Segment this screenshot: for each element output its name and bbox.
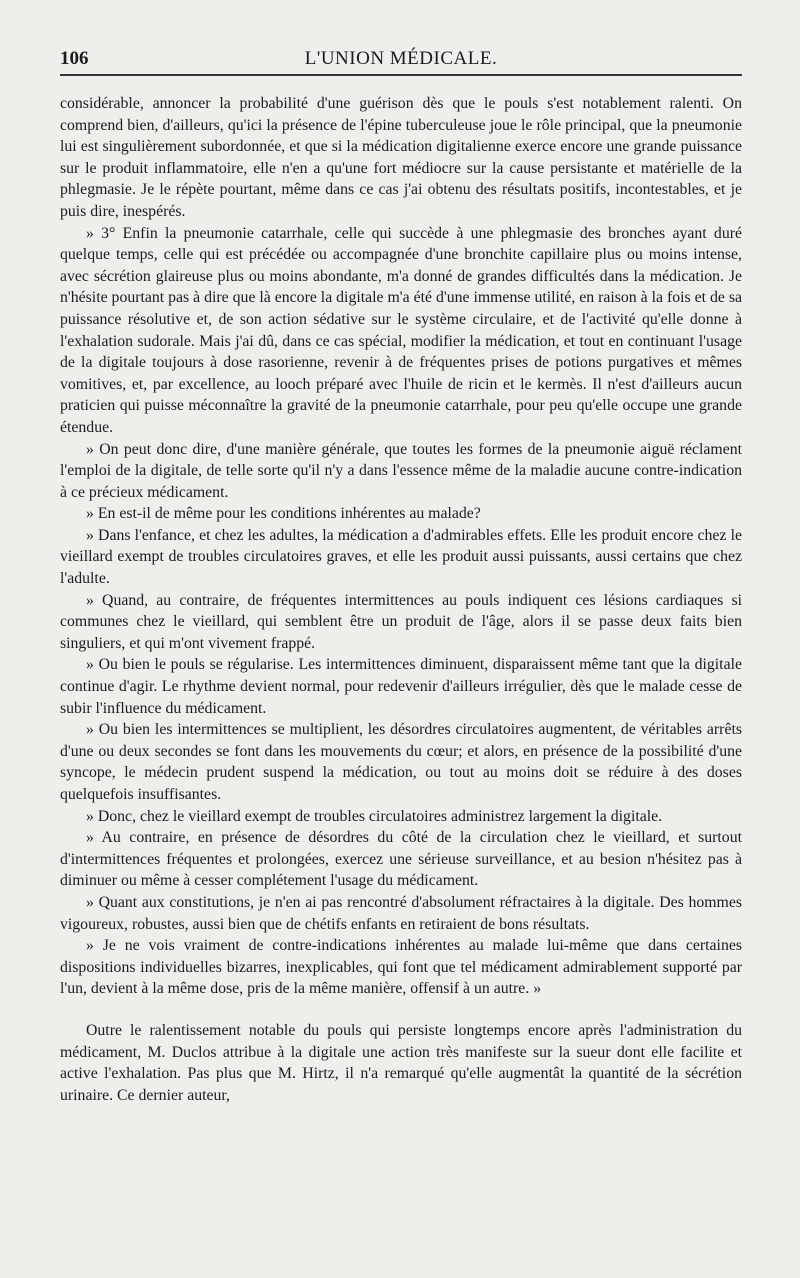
paragraph: » Quand, au contraire, de fréquentes intermittences au pouls indiquent ces lésions cardiaques si communes chez le vieillard, qui semblent être un produit de l'âge, alors il se passe deux faits bien singuliers, et qui m'ont vivement frappé. (60, 591, 742, 652)
page-number: 106 (60, 48, 89, 69)
page-header (60, 40, 742, 76)
paragraph: » Dans l'enfance, et chez les adultes, la médication a d'admirables effets. Elle les produit encore chez le vieillard exempt de troubles circulatoires graves, et elle les produit aussi puissants, aussi certains que chez l'adulte. (60, 526, 742, 588)
paragraph: Outre le ralentissement notable du pouls qui persiste longtemps encore après l'administration du médicament, M. Duclos attribue à la digitale une action très manifeste sur la sueur dont elle facilite et active l'exhalation. Pas plus que M. Hirtz, il n'a remarqué qu'elle augmentât la quantité de la sécrétion urinaire. Ce dernier auteur, (60, 1021, 742, 1104)
paragraph: » Ou bien les intermittences se multiplient, les désordres circulatoires augmentent, de véritables arrêts d'une ou deux secondes se font dans les mouvements du cœur; et alors, en présence de la possibilité d'une syncope, le médecin prudent suspend la médication, ou tout au moins doit se réduire à des doses quelquefois insuffisantes. (60, 721, 742, 803)
paragraph: » Je ne vois vraiment de contre-indications inhérentes au malade lui-même que dans certaines dispositions individuelles bizarres, inexplicables, qui font que tel médicament admirablement supporté par l'un, devient à la même dose, pris de la même manière, offensif à un autre. » (60, 937, 742, 998)
paragraph: » En est-il de même pour les conditions inhérentes au malade? (86, 505, 481, 523)
paragraph: » 3° Enfin la pneumonie catarrhale, celle qui succède à une phlegmasie des bronches ayant duré quelque temps, celle qui est précédée ou accompagnée d'une bronchite capillaire plus ou moins intense, avec sécrétion glaireuse plus ou moins abondante, m'a donné de grandes difficultés dans la médication. Je n'hésite pourtant pas à dire que là encore la digitale m'a été d'une immense utilité, en raison à la fois et de sa puissance résolutive et, de son action sédative sur le système circulaire, et de l'activité qu'elle donne à l'exhalation sudorale. Mais j'ai dû, dans ce cas spécial, modifier la médication, et tout en continuant l'usage de la digitale toujours à dose rasorienne, revenir à de fréquentes prises de potions purgatives et mêmes vomitives, et, par excellence, au looch préparé avec l'huile de ricin et le kermès. Il n'est d'ailleurs aucun praticien qui puisse méconnaître la gravité de la pneumonie catarrhale, pour peu qu'elle occupe une grande étendue. (60, 224, 742, 436)
body-text (60, 93, 742, 1106)
running-title: L'UNION MÉDICALE. (304, 48, 498, 69)
paragraph: » Quant aux constitutions, je n'en ai pas rencontré d'absolument réfractaires à la digitale. Des hommes vigoureux, robustes, aussi bien que de chétifs enfants en retiraient de bons résultats. (60, 893, 742, 933)
paragraph: » Donc, chez le vieillard exempt de troubles circulatoires administrez largement la digitale. (86, 807, 663, 825)
paragraph: » On peut donc dire, d'une manière générale, que toutes les formes de la pneumonie aiguë réclament l'emploi de la digitale, de telle sorte qu'il n'y a dans l'essence même de la maladie aucune contre-indication à ce précieux médicament. (60, 440, 742, 501)
paragraph: » Au contraire, en présence de désordres du côté de la circulation chez le vieillard, et surtout d'intermittences fréquentes et prolongées, exercez une sérieuse surveillance, et au besion n'hésitez pas à diminuer ou même à cesser complétement l'usage du médicament. (60, 829, 742, 890)
paragraph: considérable, annoncer la probabilité d'une guérison dès que le pouls s'est notablement ralenti. On comprend bien, d'ailleurs, qu'ici la présence de l'épine tuberculeuse joue le rôle principal, que la pneumonie lui est singulièrement subordonnée, et que si la médication digitalienne exerce encore une grande puissance sur le produit inflammatoire, elle n'en a qu'une fort médiocre sur la cause persistante et matérielle de la phlegmasie. Je le répète pourtant, même dans ce cas j'ai obtenu des résultats positifs, incontestables, et je puis dire, inespérés. (60, 95, 742, 220)
paragraph: » Ou bien le pouls se régularise. Les intermittences diminuent, disparaissent même tant que la digitale continue d'agir. Le rhythme devient normal, pour redevenir d'ailleurs irrégulier, dès que le malade cesse de subir l'influence du médicament. (60, 656, 742, 717)
